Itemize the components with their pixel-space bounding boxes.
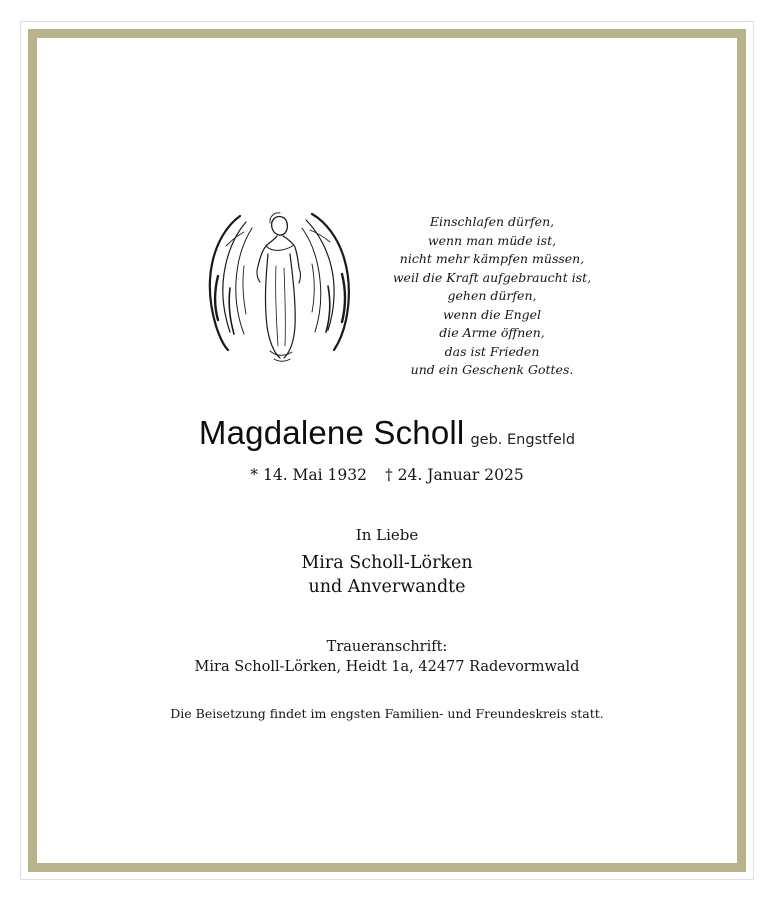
angel-sketch-icon: [200, 206, 355, 371]
poem-line: wenn man müde ist,: [427, 232, 557, 248]
poem-line: nicht mehr kämpfen müssen,: [399, 251, 585, 266]
mourners: [0, 551, 774, 599]
deceased-name-row: [0, 414, 774, 452]
poem-line: die Arme öffnen,: [439, 325, 545, 340]
life-dates: [0, 466, 774, 484]
mourning-intro: In Liebe: [355, 526, 419, 544]
poem-line: Einschlafen dürfen,: [429, 214, 555, 229]
poem-line: das ist Frieden: [444, 343, 540, 359]
poem-line: gehen dürfen,: [447, 288, 537, 303]
address-title: Traueranschrift:: [326, 639, 448, 655]
birth-date: * 14. Mai 1932: [250, 466, 367, 484]
death-date: † 24. Januar 2025: [385, 466, 524, 484]
poem-line: und ein Geschenk Gottes.: [410, 362, 574, 377]
poem-line: wenn die Engel: [442, 306, 542, 322]
deceased-name: Magdalene Scholl: [198, 414, 465, 451]
mourner-name: und Anverwandte: [308, 577, 466, 597]
poem-line: weil die Kraft aufgebraucht ist,: [392, 269, 592, 285]
birth-name: geb. Engstfeld: [470, 432, 576, 448]
poem: [382, 213, 602, 380]
mourner-name: Mira Scholl-Lörken: [301, 553, 473, 573]
burial-note: Die Beisetzung findet im engsten Familien- und Freundeskreis statt.: [170, 706, 604, 721]
mourning-address: Mira Scholl-Lörken, Heidt 1a, 42477 Radevormwald: [194, 659, 580, 675]
